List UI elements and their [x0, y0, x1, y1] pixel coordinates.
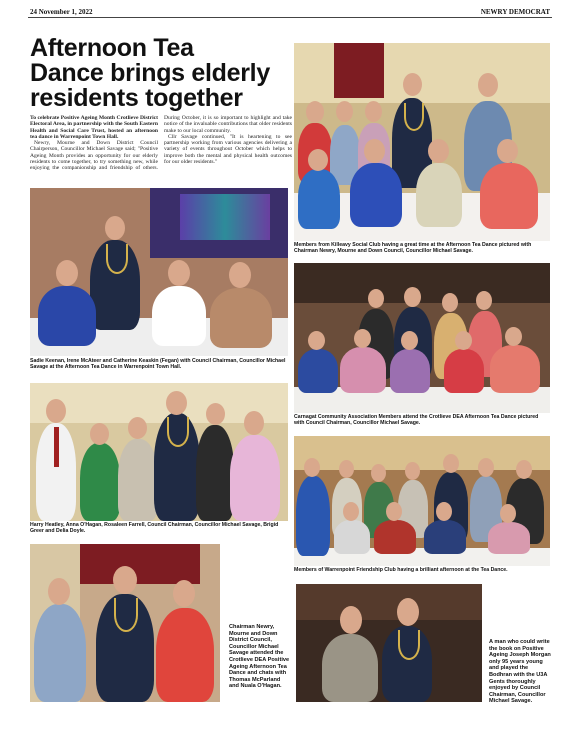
article-para-2: Cllr Savage continued, "It is heartening to see partnership working from various agencies delivering a variety of events throughout October which helps to improve both the mental and physical health outcomes for our older residents." [164, 133, 292, 166]
caption-sadie: Sadie Keenan, Irene McAteer and Catherine Keaskin (Fegan) with Council Chairman, Councillor Michael Savage at the Afternoon Tea Dance in Warrenpoint Town Hall. [30, 358, 286, 371]
headline-line-1: Afternoon Tea [30, 34, 194, 62]
caption-killeavy: Members from Killeavy Social Club having a great time at the Afternoon Tea Dance pictured with Chairman Newry, Mourne and Down Council, Councillor Michael Savage. [294, 242, 532, 255]
photo-carnagat [294, 263, 550, 413]
headline [30, 36, 292, 111]
article-body [30, 115, 292, 185]
photo-chairman [30, 544, 220, 702]
caption-warrenpoint: Members of Warrenpoint Friendship Club having a brilliant afternoon at the Tea Dance. [294, 567, 508, 573]
caption-carnagat: Carnagat Community Association Members attend the Crotlieve DEA Afternoon Tea Dance pictured with Council Chairman, Councillor Michael Savage. [294, 414, 539, 427]
photo-warrenpoint [294, 436, 550, 566]
paper-name: NEWRY DEMOCRAT [480, 8, 550, 16]
photo-killeavy [294, 43, 550, 241]
headline-line-2: Dance brings elderly [30, 59, 270, 87]
photo-sadie [30, 188, 288, 356]
photo-harry [30, 383, 288, 521]
photo-joseph [296, 584, 482, 702]
article-intro: To celebrate Positive Ageing Month Crotlieve District Electoral Area, in partnership with the South Eastern Health and Social Care Trust, hosted an afternoon tea dance in Warrenpoint Town Hall. [30, 115, 158, 140]
header-rule [28, 17, 552, 18]
page-date: 24 November 1, 2022 [30, 8, 93, 16]
caption-chairman: Chairman Newry, Mourne and Down District Council, Councillor Michael Savage attended the Crotlieve DEA Positive Ageing Afternoon Tea Dance and chats with Thomas McParland and Nuala O'Hagan. [229, 624, 290, 690]
caption-harry: Harry Heatley, Anna O'Hagan, Rosaleen Farrell, Council Chairman, Councillor Michael Savage, Brigid Greer and Delia Doyle. [30, 522, 279, 535]
article-para-1: Newry, Mourne and Down District Council Chairperson, Councillor Michael Savage said; "Positive Ageing Month provides an opportunity for our elderly residents to come together, to try something new, while enjoying the companionship and friendship of others. During October, it is so important to highlight and take notice of the invaluable contributions that older residents make to our local community. [30, 115, 292, 172]
headline-line-3: residents together [30, 84, 243, 112]
caption-joseph: A man who could write the book on Positive Ageing Joseph Morgan only 95 years young and played the Bodhran with the U3A Gents thoroughly enjoyed by Council Chairman, Councillor Michael Savage. [489, 639, 551, 705]
